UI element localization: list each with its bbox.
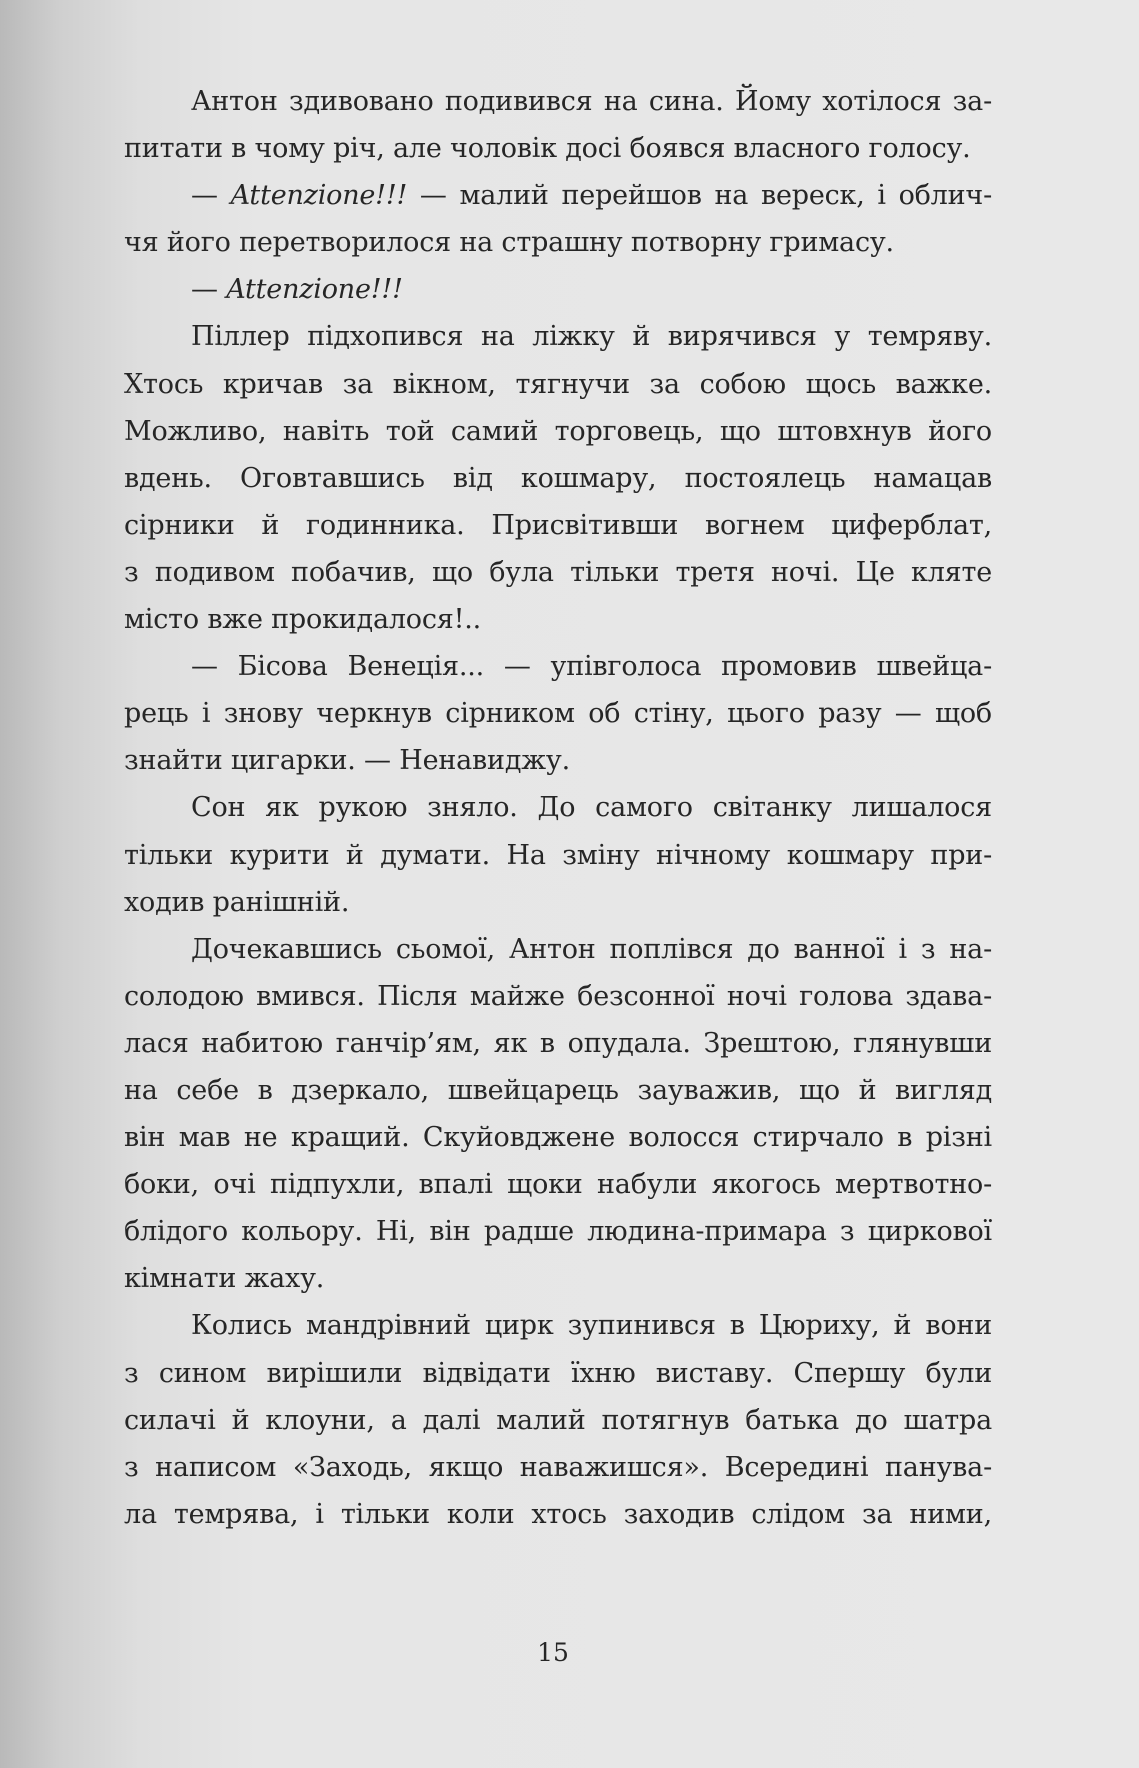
text-segment: Колись мандрівний цирк зупинився в Цюриху, й вони (191, 1310, 992, 1342)
text-line (124, 926, 992, 973)
text-segment: — (191, 180, 231, 212)
text-segment: лася набитою ганчір’ям, як в опудала. Зрештою, глянувши (124, 1027, 992, 1059)
text-line (124, 1208, 992, 1255)
text-line (124, 549, 992, 596)
text-segment: питати в чому річ, але чоловік досі боявся власного голосу. (124, 133, 971, 165)
text-line (124, 502, 992, 549)
text-line (124, 1067, 992, 1114)
page-number: 15 (537, 1638, 569, 1667)
text-segment: — (191, 274, 227, 306)
text-line (124, 1020, 992, 1067)
text-segment: блідого кольору. Ні, він радше людина-примара з циркової (124, 1216, 992, 1248)
text-line (124, 78, 992, 125)
text-segment: — малий перейшов на вереск, і облич- (407, 180, 993, 212)
text-line (124, 1255, 992, 1302)
text-segment: з сином вирішили відвідати їхню виставу. Спершу були (124, 1357, 992, 1389)
text-line (124, 455, 992, 502)
text-segment: з написом «Заходь, якщо наважишся». Всередині панува- (124, 1451, 992, 1483)
text-segment: солодою вмився. Після майже безсонної ночі голова здава- (124, 980, 992, 1012)
text-segment: боки, очі підпухли, впалі щоки набули якогось мертвотно- (124, 1169, 992, 1201)
text-segment: ходив ранішній. (124, 886, 350, 918)
text-line (124, 172, 992, 219)
text-line (124, 219, 992, 266)
text-line (124, 596, 992, 643)
text-segment: Антон здивовано подивився на сина. Йому хотілося за- (191, 86, 992, 117)
text-segment: чя його перетворилося на страшну потворну гримасу. (124, 227, 894, 259)
italic-text: Attenzione!!! (226, 274, 403, 306)
text-segment: місто вже прокидалося!.. (124, 604, 482, 636)
text-line (124, 125, 992, 172)
text-segment: Дочекавшись сьомої, Антон поплівся до ванної і з на- (191, 933, 992, 965)
text-line (124, 361, 992, 408)
text-line (124, 1114, 992, 1161)
text-segment: він мав не кращий. Скуйовджене волосся стирчало в різні (124, 1122, 992, 1154)
text-segment: Можливо, навіть той самий торговець, що штовхнув його (124, 415, 992, 447)
text-line (124, 1161, 992, 1208)
text-segment: сірники й годинника. Присвітивши вогнем циферблат, (124, 509, 992, 541)
text-segment: силачі й клоуни, а далі малий потягнув батька до шатра (124, 1404, 992, 1436)
italic-text: Attenzione!!! (230, 180, 408, 212)
text-line (124, 643, 992, 690)
text-segment: на себе в дзеркало, швейцарець зауважив, що й вигляд (124, 1074, 992, 1106)
text-segment: Хтось кричав за вікном, тягнучи за собою щось важке. (124, 368, 992, 400)
text-line (124, 784, 992, 831)
text-segment: ла темрява, і тільки коли хтось заходив слідом за ними, (124, 1498, 992, 1530)
text-line (124, 1444, 992, 1491)
text-line (124, 879, 992, 926)
text-segment: рець і знову черкнув сірником об стіну, цього разу — щоб (124, 698, 992, 730)
text-segment: тільки курити й думати. На зміну нічному кошмару при- (124, 839, 992, 871)
text-line (124, 832, 992, 879)
text-line (124, 313, 992, 360)
text-segment: кімнати жаху. (124, 1263, 325, 1295)
text-segment: Піллер підхопився на ліжку й вирячився у темряву. (191, 321, 992, 353)
text-line (124, 266, 992, 313)
text-line (124, 1302, 992, 1349)
text-line (124, 973, 992, 1020)
text-line (124, 1397, 992, 1444)
text-segment: з подивом побачив, що була тільки третя ночі. Це кляте (124, 556, 992, 588)
text-line (124, 1491, 992, 1538)
text-segment: — Бісова Венеція... — упівголоса промовив швейца- (191, 651, 992, 683)
text-line (124, 408, 992, 455)
text-segment: вдень. Оговтавшись від кошмару, постоялець намацав (124, 462, 992, 494)
text-line (124, 690, 992, 737)
text-segment: знайти цигарки. — Ненавиджу. (124, 745, 570, 777)
text-line (124, 1350, 992, 1397)
page-body-text (124, 78, 992, 1538)
text-line (124, 737, 992, 784)
text-segment: Сон як рукою зняло. До самого світанку лишалося (191, 792, 992, 824)
